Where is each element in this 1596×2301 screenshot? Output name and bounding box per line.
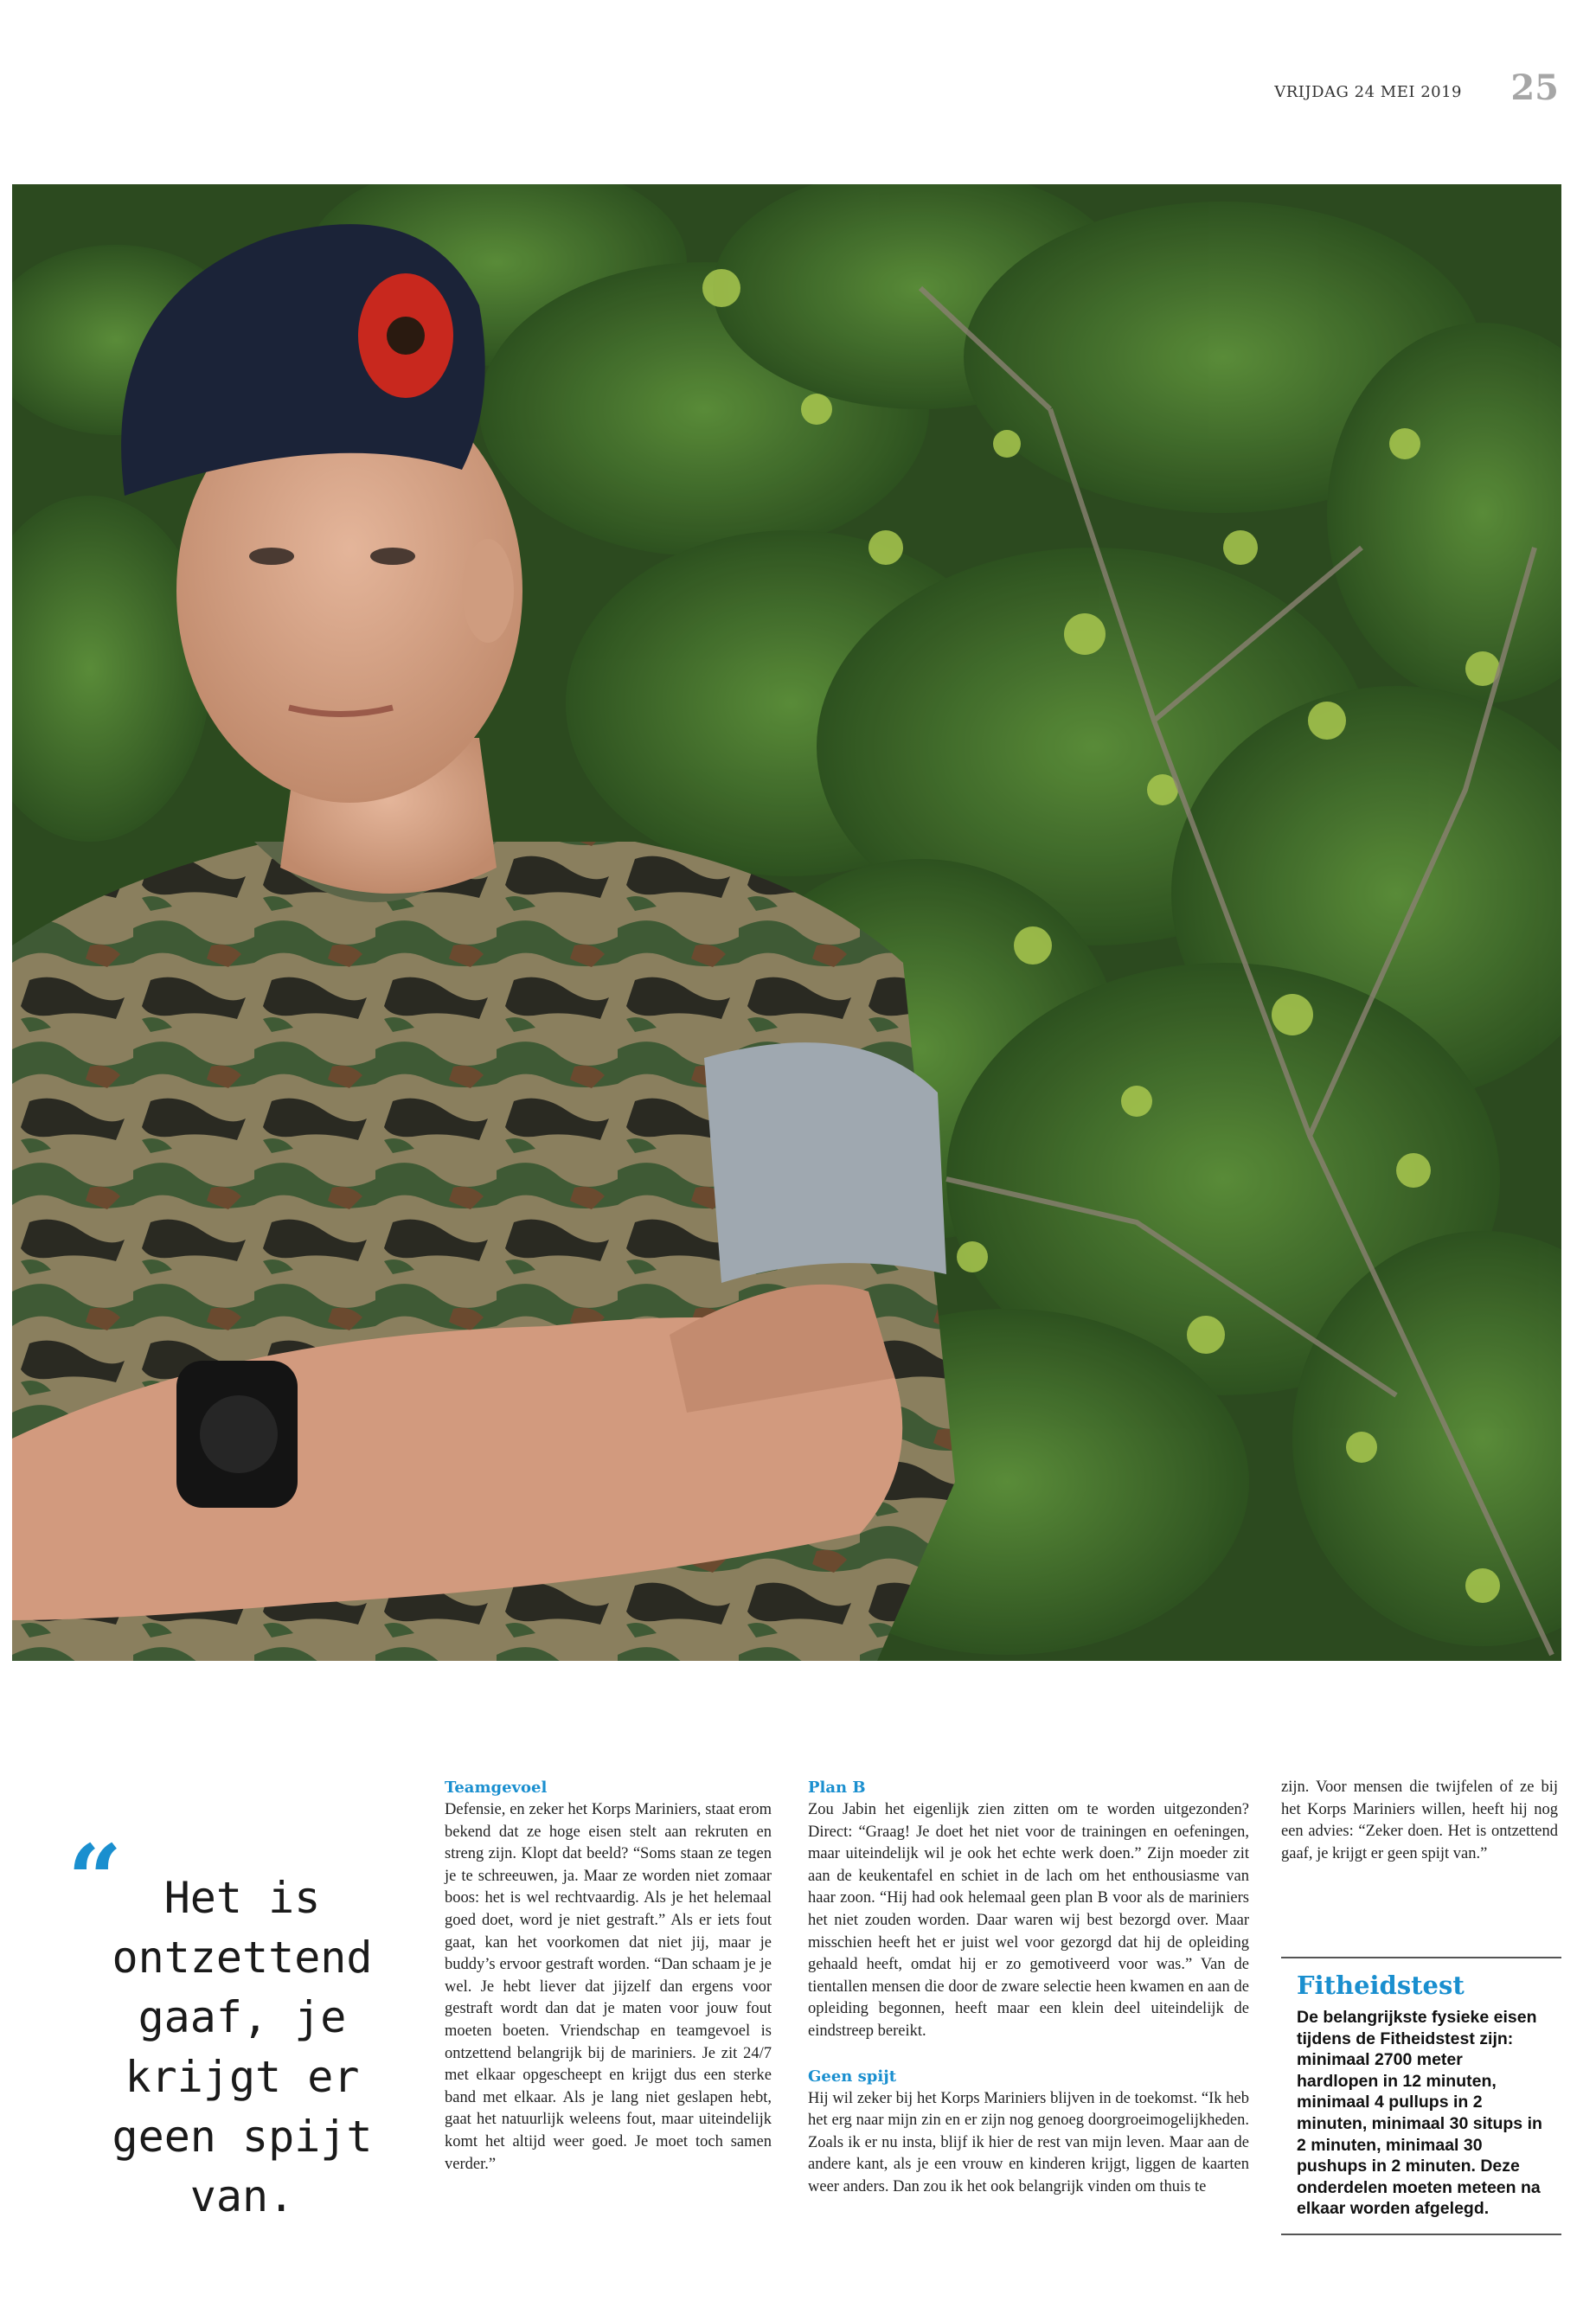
fitheidstest-box <box>1281 1957 1561 2235</box>
issue-date: VRIJDAG 24 MEI 2019 <box>1274 83 1462 101</box>
fitheidstest-text: De belangrijkste fysieke eisen tijdens de Fitheidstest zijn: minimaal 2700 meter hardlopen in 12 minuten, minimaal 4 pullups in 2 minuten, minimaal 30 situps in 2 minuten, minimaal 30 pushups in 2 minuten. Deze onderdelen moeten meteen na elkaar worden afgelegd. <box>1297 2008 1542 2219</box>
portrait-image <box>12 184 1561 1661</box>
pull-quote: Het is ontzettend gaaf, je krijgt er geen spijt van. <box>112 1873 373 2221</box>
section-body-geen-spijt: Hij wil zeker bij het Korps Mariniers blijven in de toekomst. “Ik heb het erg naar mijn zin en er zijn nog genoeg doorgroeimogelijkheden. Zoals ik er nu insta, blijf ik hier de rest van mijn leven. Maar aan de andere kant, als je een vrouw en kinderen krijgt, liggen de kaarten weer anders. Dan zou ik het ook belangrijk vinden om thuis te <box>808 2089 1249 2195</box>
section-heading-teamgevoel: Teamgevoel <box>445 1779 548 1797</box>
page-number: 25 <box>1510 67 1559 108</box>
section-heading-plan-b: Plan B <box>808 1779 866 1797</box>
article-column-1 <box>445 1777 772 2176</box>
fitheidstest-title: Fitheidstest <box>1297 1971 1465 2000</box>
section-body-teamgevoel: Defensie, en zeker het Korps Mariniers, staat erom bekend dat ze hoge eisen stelt aan rekruten en streng zijn. Klopt dat beeld? “Soms staan ze tegen je te schreeuwen, ja. Maar ze worden niet zomaar boos: het is wel rechtvaardig. Als je het helemaal goed doet, word je niet gestraft.” Als er iets fout gaat, kan het voorkomen dat niet jij, maar je buddy’s ervoor gestraft worden. “Dan schaam je je wel. Je hebt liever dat jijzelf dan ergens voor gestraft wordt dan dat je maten voor jouw fout moeten boeten. Vriendschap en teamgevoel is ontzettend belangrijk bij de mariniers. Je zit 24/7 met elkaar opgescheept en krijgt dus een sterke band met elkaar. Als je lang niet geslapen hebt, gaat het natuurlijk weleens fout, maar uiteindelijk komt het altijd weer goed. Je moet toch samen verder.” <box>445 1801 772 2173</box>
section-heading-geen-spijt: Geen spijt <box>808 2067 897 2086</box>
quote-mark-icon: “ <box>67 1823 123 1935</box>
portrait-photo <box>12 184 1561 1661</box>
article-column-2 <box>808 1777 1249 2199</box>
article-column-3 <box>1281 1777 1558 1865</box>
section-body-plan-b: Zou Jabin het eigenlijk zien zitten om te worden uitgezonden? Direct: “Graag! Je doet het niet voor de trainingen en oefeningen, maar uiteindelijk wil je ook het echte werk doen.” Zijn moeder zit aan de keukentafel en schiet in de lach om het enthousiasme van haar zoon. “Hij had ook helemaal geen plan B voor als de mariniers het niet zouden worden. Daar waren wij best bezorgd over. Maar misschien heeft het er juist wel voor gezorgd dat hij de opleiding gehaald heeft, omdat hij er zo gemotiveerd voor was.” Van de tientallen mensen die door de zware selectie heen kwamen en aan de opleiding begonnen, heeft maar een klein deel uiteindelijk de eindstreep bereikt. <box>808 1801 1249 2040</box>
article-continuation: zijn. Voor mensen die twijfelen of ze bij het Korps Mariniers willen, heeft hij nog een advies: “Zeker doen. Het is ontzettend gaaf, je krijgt er geen spijt van.” <box>1281 1779 1558 1862</box>
